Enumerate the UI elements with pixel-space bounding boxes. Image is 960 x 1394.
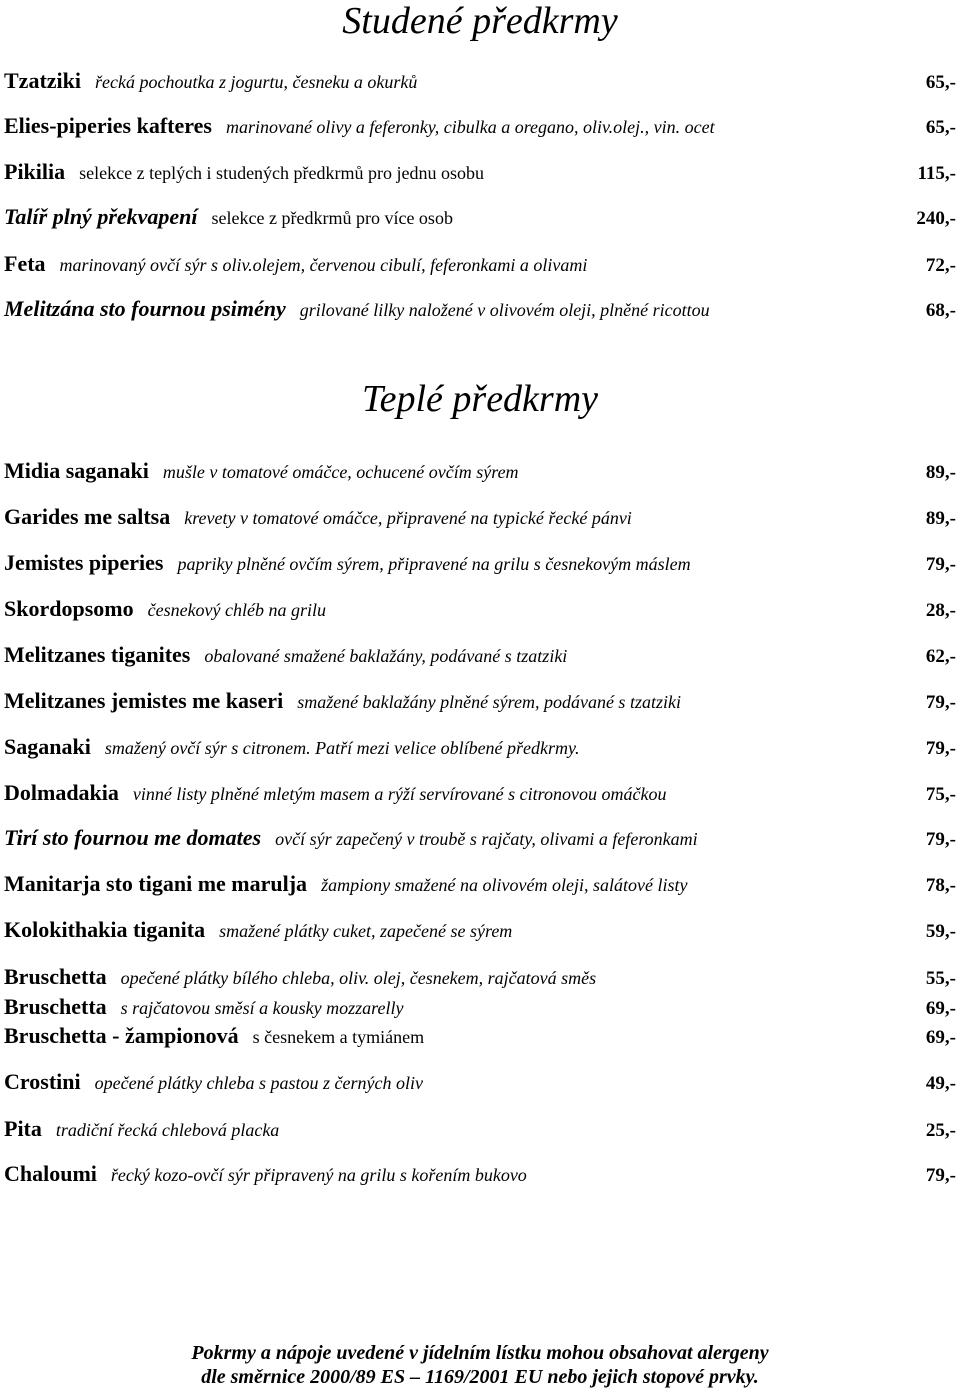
item-description: opečené plátky bílého chleba, oliv. olej, česnekem, rajčatová směs [120, 968, 597, 988]
item-description: marinovaný ovčí sýr s oliv.olejem, červenou cibulí, feferonkami a olivami [59, 255, 588, 275]
item-price: 55,- [925, 968, 956, 989]
item-price: 59,- [925, 921, 956, 942]
item-name: Garides me saltsa [4, 504, 171, 529]
item-name: Skordopsomo [4, 596, 134, 621]
item-name: Melitzanes tiganites [4, 642, 191, 667]
menu-item [4, 994, 956, 1020]
menu-item [4, 825, 956, 851]
item-description: česnekový chléb na grilu [147, 600, 327, 620]
item-name: Crostini [4, 1069, 81, 1094]
section-title-warm: Teplé předkrmy [361, 378, 599, 420]
item-price: 79,- [925, 738, 956, 759]
item-name: Melitzána sto fournou psimény [4, 296, 286, 321]
item-description: s rajčatovou směsí a kousky mozzarelly [120, 998, 404, 1018]
item-price: 68,- [925, 300, 956, 321]
item-price: 89,- [925, 462, 956, 483]
menu-item [4, 1161, 956, 1187]
item-description: papriky plněné ovčím sýrem, připravené na grilu s česnekovým máslem [177, 554, 691, 574]
item-description: tradiční řecká chlebová placka [55, 1120, 280, 1140]
item-name: Jemistes piperies [4, 550, 164, 575]
item-price: 69,- [925, 1027, 956, 1048]
item-description: ovčí sýr zapečený v troubě s rajčaty, olivami a feferonkami [275, 829, 698, 849]
item-price: 115,- [917, 163, 956, 184]
item-price: 69,- [925, 998, 956, 1019]
menu-item [4, 159, 956, 185]
item-description: opečené plátky chleba s pastou z černých oliv [94, 1073, 423, 1093]
item-price: 62,- [925, 646, 956, 667]
item-description: obalované smažené baklažány, podávané s tzatziki [204, 646, 568, 666]
item-name: Tzatziki [4, 68, 81, 93]
item-description: smažené baklažány plněné sýrem, podávané s tzatziki [297, 692, 681, 712]
item-price: 79,- [925, 692, 956, 713]
item-price: 28,- [925, 600, 956, 621]
item-name: Talíř plný překvapení [4, 204, 198, 229]
item-price: 79,- [925, 829, 956, 850]
item-name: Bruschetta [4, 964, 107, 989]
item-description: řecký kozo-ovčí sýr připravený na grilu s kořením bukovo [110, 1165, 527, 1185]
menu-item [4, 964, 956, 990]
item-description: smažené plátky cuket, zapečené se sýrem [219, 921, 513, 941]
item-price: 79,- [925, 554, 956, 575]
menu-item [4, 1023, 956, 1049]
item-description: selekce z teplých i studených předkrmů pro jednu osobu [79, 163, 485, 183]
menu-item [4, 113, 956, 139]
allergen-notice-line: dle směrnice 2000/89 ES – 1169/2001 EU nebo jejich stopové prvky. [201, 1366, 759, 1388]
menu-item [4, 296, 956, 322]
item-name: Pikilia [4, 159, 66, 184]
item-price: 49,- [925, 1073, 956, 1094]
menu-item [4, 251, 956, 277]
item-price: 65,- [925, 117, 956, 138]
item-description: žampiony smažené na olivovém oleji, salátové listy [321, 875, 688, 895]
item-price: 75,- [925, 784, 956, 805]
menu-item [4, 596, 956, 622]
item-price: 78,- [925, 875, 956, 896]
menu-item [4, 688, 956, 714]
section-title-cold: Studené předkrmy [342, 0, 618, 42]
menu-item [4, 458, 956, 484]
item-name: Manitarja sto tigani me marulja [4, 871, 308, 896]
menu-item [4, 642, 956, 668]
item-description: selekce z předkrmů pro více osob [211, 208, 453, 228]
item-price: 25,- [925, 1120, 956, 1141]
menu-item [4, 68, 956, 94]
item-name: Tirí sto fournou me domates [4, 825, 262, 850]
item-name: Dolmadakia [4, 780, 119, 805]
menu-item [4, 734, 956, 760]
item-description: mušle v tomatové omáčce, ochucené ovčím sýrem [162, 462, 519, 482]
item-name: Bruschetta [4, 994, 107, 1019]
item-price: 79,- [925, 1165, 956, 1186]
item-description: marinované olivy a feferonky, cibulka a oregano, oliv.olej., vin. ocet [225, 117, 715, 137]
item-description: s česnekem a tymiánem [252, 1027, 425, 1047]
menu-item [4, 1069, 956, 1095]
item-name: Midia saganaki [4, 458, 149, 483]
allergen-notice-line: Pokrmy a nápoje uvedené v jídelním lístku mohou obsahovat alergeny [191, 1342, 769, 1364]
item-description: grilované lilky naložené v olivovém oleji, plněné ricottou [299, 300, 710, 320]
item-price: 72,- [925, 255, 956, 276]
item-price: 65,- [925, 72, 956, 93]
item-name: Melitzanes jemistes me kaseri [4, 688, 284, 713]
item-price: 240,- [916, 208, 956, 229]
item-name: Pita [4, 1116, 42, 1141]
item-name: Chaloumi [4, 1161, 97, 1186]
menu-item [4, 504, 956, 530]
menu-item [4, 871, 956, 897]
allergen-notice [0, 1341, 960, 1389]
item-name: Saganaki [4, 734, 91, 759]
item-description: smažený ovčí sýr s citronem. Patří mezi velice oblíbené předkrmy. [104, 738, 580, 758]
item-description: řecká pochoutka z jogurtu, česneku a okurků [95, 72, 418, 92]
menu-item [4, 204, 956, 230]
menu-item [4, 917, 956, 943]
menu-item [4, 1116, 956, 1142]
item-name: Kolokithakia tiganita [4, 917, 206, 942]
item-price: 89,- [925, 508, 956, 529]
item-description: vinné listy plněné mletým masem a rýží servírované s citronovou omáčkou [132, 784, 667, 804]
menu-item [4, 780, 956, 806]
item-name: Elies-piperies kafteres [4, 113, 212, 138]
item-name: Feta [4, 251, 46, 276]
item-description: krevety v tomatové omáčce, připravené na typické řecké pánvi [184, 508, 632, 528]
item-name: Bruschetta - žampionová [4, 1023, 239, 1048]
menu-item [4, 550, 956, 576]
